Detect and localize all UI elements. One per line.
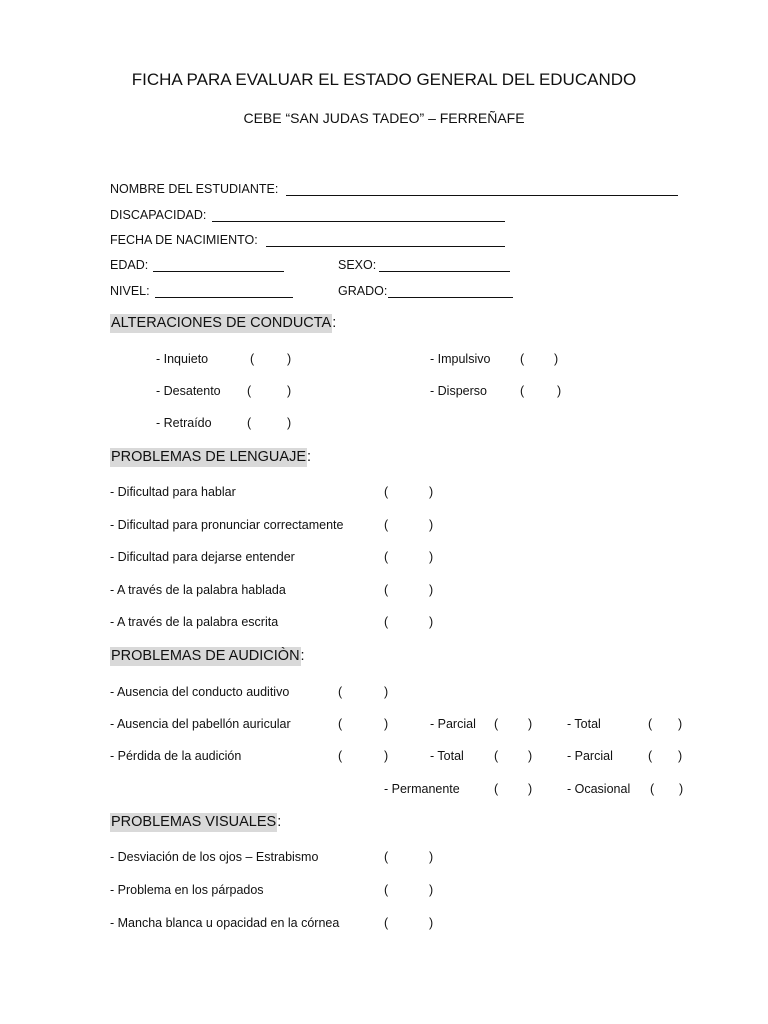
page-title: FICHA PARA EVALUAR EL ESTADO GENERAL DEL EDUCANDO (131, 70, 637, 89)
checkbox-close: ) (287, 384, 292, 398)
checkbox-close: ) (384, 749, 389, 763)
checkbox-open[interactable]: ( (384, 485, 389, 499)
checkbox-open[interactable]: ( (338, 749, 343, 763)
section-conducta-heading: ALTERACIONES DE CONDUCTA: (111, 315, 337, 331)
checkbox-open[interactable]: ( (648, 749, 653, 763)
checkbox-open[interactable]: ( (384, 518, 389, 532)
sexo-label: SEXO: (338, 258, 377, 272)
checkbox-open[interactable]: ( (247, 384, 252, 398)
item-ausencia-conducto: - Ausencia del conducto auditivo (110, 685, 290, 699)
item-mancha-cornea: - Mancha blanca u opacidad en la córnea (110, 916, 340, 930)
checkbox-close: ) (429, 550, 434, 564)
checkbox-open[interactable]: ( (520, 384, 525, 398)
checkbox-close: ) (287, 352, 292, 366)
checkbox-open[interactable]: ( (247, 416, 252, 430)
grado-blank[interactable] (388, 297, 513, 298)
item-retraido: - Retraído (156, 416, 212, 430)
item-ocasional: - Ocasional (567, 782, 631, 796)
item-perdida-audicion: - Pérdida de la audición (110, 749, 242, 763)
item-dificultad-pronunciar: - Dificultad para pronunciar correctamente (110, 518, 344, 532)
item-impulsivo: - Impulsivo (430, 352, 491, 366)
discapacidad-blank[interactable] (212, 221, 505, 222)
fecha-nacimiento-label: FECHA DE NACIMIENTO: (110, 233, 258, 247)
checkbox-open[interactable]: ( (384, 615, 389, 629)
checkbox-close: ) (429, 485, 434, 499)
checkbox-close: ) (287, 416, 292, 430)
nivel-blank[interactable] (155, 297, 293, 298)
checkbox-open[interactable]: ( (384, 916, 389, 930)
item-permanente: - Permanente (384, 782, 460, 796)
checkbox-close: ) (557, 384, 562, 398)
grado-label: GRADO: (338, 284, 388, 298)
fecha-nacimiento-blank[interactable] (266, 246, 505, 247)
checkbox-close: ) (429, 883, 434, 897)
section-visuales-heading: PROBLEMAS VISUALES: (111, 814, 282, 830)
checkbox-open[interactable]: ( (384, 883, 389, 897)
checkbox-open[interactable]: ( (338, 685, 343, 699)
checkbox-open[interactable]: ( (338, 717, 343, 731)
item-estrabismo: - Desviación de los ojos – Estrabismo (110, 850, 319, 864)
checkbox-open[interactable]: ( (384, 583, 389, 597)
item-desatento: - Desatento (156, 384, 221, 398)
checkbox-close: ) (384, 717, 389, 731)
nombre-blank[interactable] (286, 195, 678, 196)
item-disperso: - Disperso (430, 384, 487, 398)
checkbox-open[interactable]: ( (520, 352, 525, 366)
section-audicion-heading: PROBLEMAS DE AUDICIÒN: (111, 648, 305, 664)
checkbox-open[interactable]: ( (494, 749, 499, 763)
item-inquieto: - Inquieto (156, 352, 209, 366)
checkbox-open[interactable]: ( (494, 717, 499, 731)
item-palabra-escrita: - A través de la palabra escrita (110, 615, 279, 629)
edad-blank[interactable] (153, 271, 284, 272)
checkbox-open[interactable]: ( (648, 717, 653, 731)
checkbox-open[interactable]: ( (384, 850, 389, 864)
discapacidad-label: DISCAPACIDAD: (110, 208, 207, 222)
checkbox-close: ) (528, 749, 533, 763)
edad-label: EDAD: (110, 258, 149, 272)
checkbox-close: ) (384, 685, 389, 699)
checkbox-open[interactable]: ( (250, 352, 255, 366)
item-palabra-hablada: - A través de la palabra hablada (110, 583, 286, 597)
checkbox-close: ) (528, 717, 533, 731)
checkbox-close: ) (429, 916, 434, 930)
item-parpados: - Problema en los párpados (110, 883, 264, 897)
checkbox-close: ) (429, 615, 434, 629)
page-subtitle: CEBE “SAN JUDAS TADEO” – FERREÑAFE (243, 110, 525, 126)
checkbox-close: ) (554, 352, 559, 366)
item-total: - Total (430, 749, 464, 763)
nivel-label: NIVEL: (110, 284, 150, 298)
checkbox-close: ) (429, 850, 434, 864)
checkbox-close: ) (528, 782, 533, 796)
checkbox-close: ) (429, 518, 434, 532)
item-ausencia-pabellon: - Ausencia del pabellón auricular (110, 717, 291, 731)
checkbox-close: ) (679, 782, 684, 796)
checkbox-open[interactable]: ( (384, 550, 389, 564)
section-lenguaje-heading: PROBLEMAS DE LENGUAJE: (111, 449, 312, 465)
checkbox-open[interactable]: ( (650, 782, 655, 796)
item-dificultad-hablar: - Dificultad para hablar (110, 485, 236, 499)
item-parcial: - Parcial (567, 749, 613, 763)
checkbox-close: ) (678, 749, 683, 763)
checkbox-close: ) (429, 583, 434, 597)
nombre-label: NOMBRE DEL ESTUDIANTE: (110, 182, 279, 196)
item-dificultad-entender: - Dificultad para dejarse entender (110, 550, 295, 564)
sexo-blank[interactable] (379, 271, 510, 272)
checkbox-open[interactable]: ( (494, 782, 499, 796)
item-total: - Total (567, 717, 601, 731)
item-parcial: - Parcial (430, 717, 476, 731)
checkbox-close: ) (678, 717, 683, 731)
